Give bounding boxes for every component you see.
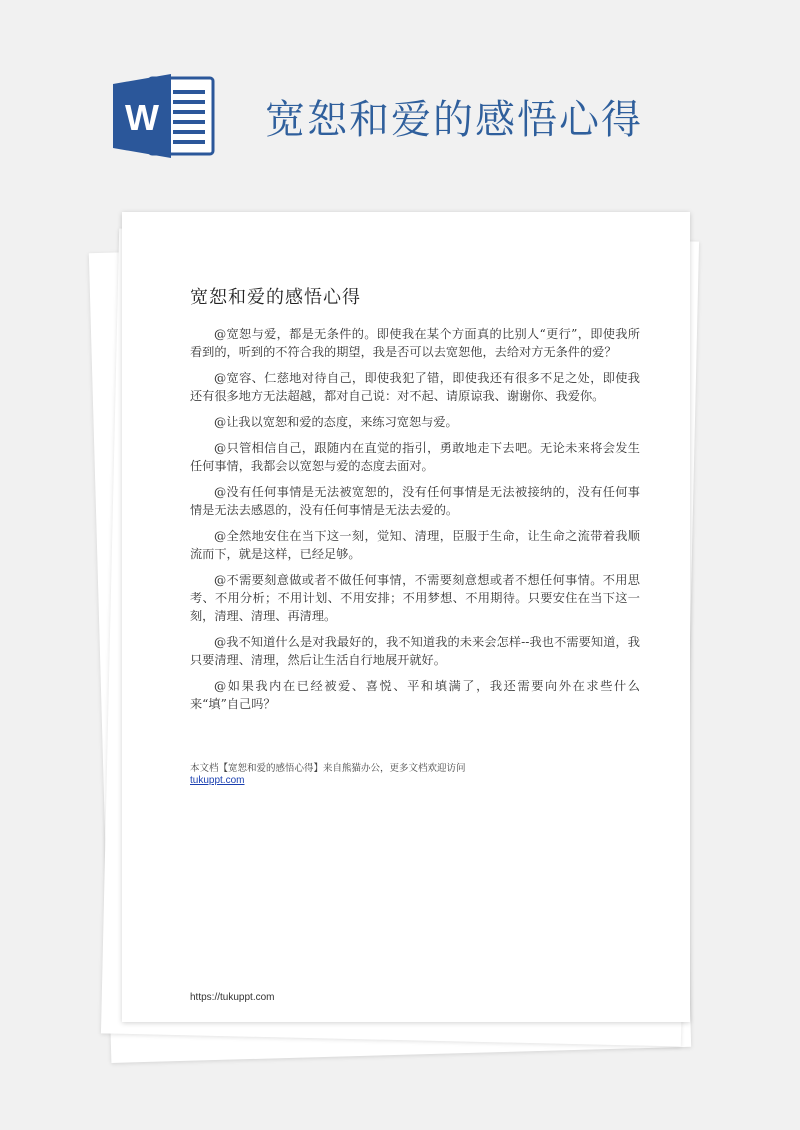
paragraph: @宽容、仁慈地对待自己，即使我犯了错，即使我还有很多不足之处，即使我还有很多地方无法超越，都对自己说：对不起、请原谅我、谢谢你、我爱你。	[190, 371, 640, 403]
word-logo-letter: W	[125, 97, 159, 138]
paragraph: @全然地安住在当下这一刻，觉知、清理，臣服于生命，让生命之流带着我顺流而下，就是这样，已经足够。	[190, 529, 640, 561]
document-body	[190, 325, 640, 721]
footer-url: https://tukuppt.com	[190, 992, 275, 1003]
paragraph: @没有任何事情是无法被宽恕的，没有任何事情是无法被接纳的，没有任何事情是无法去感恩的，没有任何事情是无法去爱的。	[190, 485, 640, 517]
paragraph: @如果我内在已经被爱、喜悦、平和填满了，我还需要向外在求些什么来“填”自己吗？	[190, 679, 640, 711]
paragraph: @只管相信自己，跟随内在直觉的指引，勇敢地走下去吧。无论未来将会发生任何事情，我都会以宽恕与爱的态度去面对。	[190, 441, 640, 473]
word-document-icon	[113, 72, 217, 160]
source-note: 本文档【宽恕和爱的感悟心得】来自熊猫办公，更多文档欢迎访问	[190, 763, 466, 774]
paragraph: @不需要刻意做或者不做任何事情，不需要刻意想或者不想任何事情。不用思考、不用分析；不用计划、不用安排；不用梦想、不用期待。只要安住在当下这一刻，清理、清理、再清理。	[190, 573, 640, 623]
paragraph: @宽恕与爱，都是无条件的。即使我在某个方面真的比别人“更行”，即使我所看到的，听到的不符合我的期望，我是否可以去宽恕他，去给对方无条件的爱？	[190, 327, 640, 359]
document-title: 宽恕和爱的感悟心得	[190, 287, 361, 308]
paragraph: @我不知道什么是对我最好的，我不知道我的未来会怎样--我也不需要知道，我只要清理、清理，然后让生活自行地展开就好。	[190, 635, 640, 667]
banner-title: 宽恕和爱的感悟心得	[265, 97, 643, 143]
paragraph: @让我以宽恕和爱的态度，来练习宽恕与爱。	[214, 415, 458, 429]
source-link[interactable]: tukuppt.com	[190, 775, 245, 786]
